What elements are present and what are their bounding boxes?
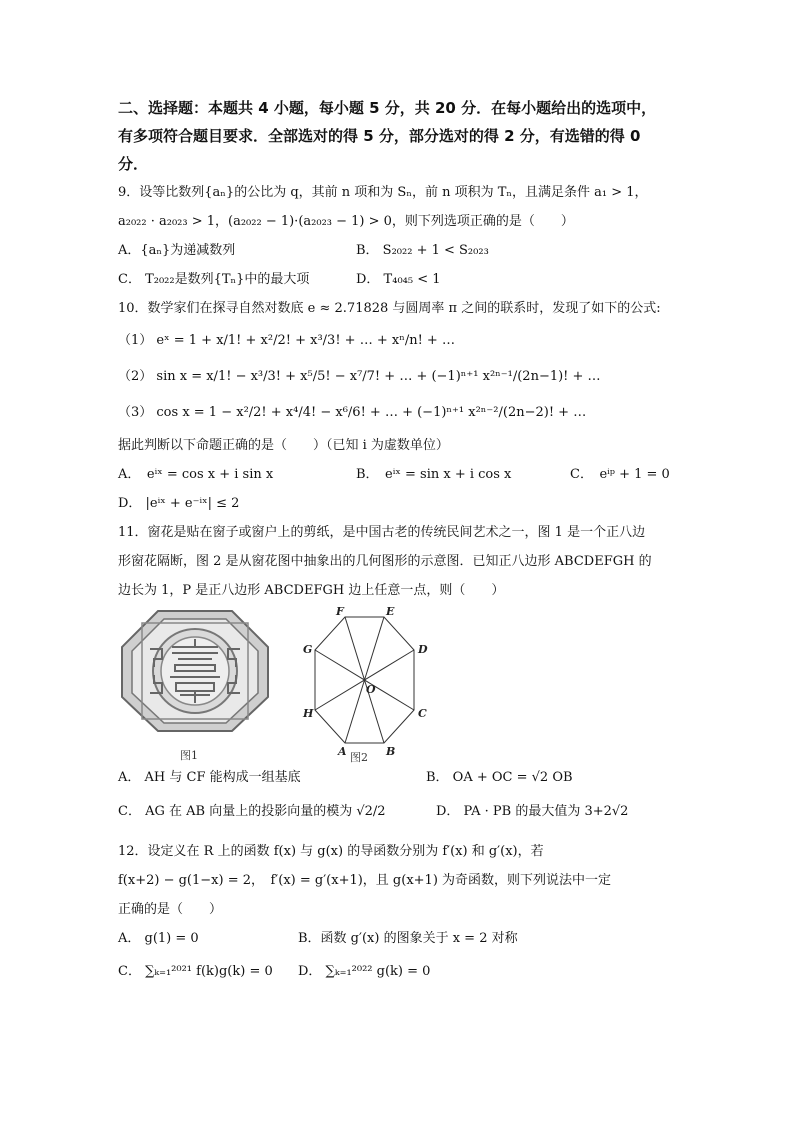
q10-stem: 10．数学家们在探寻自然对数底 e ≈ 2.71828 与圆周率 π 之间的联系时，发现了如下的公式: [118,301,661,316]
vertex-label-o: O [366,683,376,696]
vertex-label-e: E [386,605,395,618]
q11-option-b[interactable]: B． OA + OC = √2 OB [426,770,573,785]
fig2-caption: 图2 [350,751,368,764]
question-10 [118,294,688,518]
q9-option-c[interactable]: C． T₂₀₂₂是数列{Tₙ}中的最大项 [118,272,310,287]
vertex-label-a: A [338,745,347,755]
octagon-figure [286,605,456,755]
q12-stem-line-1: 12．设定义在 R 上的函数 f(x) 与 g(x) 的导函数分别为 f′(x) 和 g′(x)，若 [118,844,544,859]
fig1-caption: 图1 [180,749,198,762]
q12-option-a[interactable]: A． g(1) = 0 [118,931,199,946]
q10-options-row-2 [118,489,688,518]
q11-stem-line-2: 形窗花隔断，图 2 是从窗花图中抽象出的几何图形的示意图．已知正八边形 ABCDEFGH 的 [118,554,652,569]
q10-option-b[interactable]: B． eⁱˣ = sin x + i cos x [356,467,512,482]
q9-stem-line-2: a₂₀₂₂ · a₂₀₂₃ > 1，(a₂₀₂₂ − 1)·(a₂₀₂₃ − 1) > 0，则下列选项正确的是（ ） [118,214,574,229]
q10-options-row-1 [118,460,688,489]
vertex-label-c: C [418,707,427,720]
q9-options-row-1 [118,236,688,265]
section-title-line-2: 有多项符合题目要求．全部选对的得 5 分，部分选对的得 2 分，有选错的得 0 [118,127,641,145]
q11-stem-line-1: 11．窗花是贴在窗子或窗户上的剪纸，是中国古老的传统民间艺术之一，图 1 是一个正八边 [118,525,646,540]
q12-option-c[interactable]: C． ∑ₖ₌₁²⁰²¹ f(k)g(k) = 0 [118,964,273,979]
q12-stem-line-3: 正确的是（ ） [118,902,223,917]
vertex-label-b: B [386,745,396,755]
q10-prompt: 据此判断以下命题正确的是（ ）（已知 i 为虚数单位） [118,438,449,453]
vertex-label-g: G [303,643,313,656]
exam-page [118,94,688,989]
q12-option-d[interactable]: D． ∑ₖ₌₁²⁰²² g(k) = 0 [298,964,431,979]
section-title-line-3: 分． [118,155,149,173]
q11-stem-line-3: 边长为 1，P 是正八边形 ABCDEFGH 边上任意一点，则（ ） [118,583,505,598]
question-11 [118,518,688,837]
section-title-line-1: 二、选择题：本题共 4 小题，每小题 5 分，共 20 分．在每小题给出的选项中， [118,99,657,117]
q11-options-row-1 [118,763,688,797]
q9-options-row-2 [118,265,688,294]
q9-stem-line-1: 9．设等比数列{aₙ}的公比为 q，其前 n 项和为 Sₙ，前 n 项积为 Tₙ，且满足条件 a₁ > 1， [118,185,648,200]
q12-stem-line-2: f(x+2) − g(1−x) = 2， f′(x) = g′(x+1)，且 g(x+1) 为奇函数，则下列说法中一定 [118,873,612,888]
q10-formula-1: （1） eˣ = 1 + x/1! + x²/2! + x³/3! + … + xⁿ/n! + … [118,333,455,348]
q11-option-d[interactable]: D． PA · PB 的最大值为 3+2√2 [436,804,629,819]
q11-figures [118,605,688,763]
q10-option-c[interactable]: C． eⁱᵖ + 1 = 0 [570,467,670,482]
q12-options-row-1 [118,924,688,953]
question-9 [118,178,688,294]
question-12 [118,837,688,989]
section-title [118,94,688,178]
q10-option-a[interactable]: A． eⁱˣ = cos x + i sin x [118,467,274,482]
q11-option-a[interactable]: A． AH 与 CF 能构成一组基底 [118,770,301,785]
q9-option-d[interactable]: D． T₄₀₄₅ < 1 [356,272,441,287]
q10-formula-2: （2） sin x = x/1! − x³/3! + x⁵/5! − x⁷/7! + … + (−1)ⁿ⁺¹ x²ⁿ⁻¹/(2n−1)! + … [118,369,601,384]
q10-formula-3: （3） cos x = 1 − x²/2! + x⁴/4! − x⁶/6! + … + (−1)ⁿ⁺¹ x²ⁿ⁻²/(2n−2)! + … [118,405,587,420]
q9-option-a[interactable]: A．{aₙ}为递减数列 [118,243,236,258]
q12-option-b[interactable]: B．函数 g′(x) 的图象关于 x = 2 对称 [298,931,518,946]
q12-options-row-2 [118,953,688,989]
q9-option-b[interactable]: B． S₂₀₂₂ + 1 < S₂₀₂₃ [356,243,489,258]
vertex-label-h: H [303,707,314,720]
window-flower-figure [120,609,270,734]
q11-option-c[interactable]: C． AG 在 AB 向量上的投影向量的模为 √2/2 [118,804,386,819]
q10-option-d[interactable]: D． |eⁱˣ + e⁻ⁱˣ| ≤ 2 [118,496,240,511]
vertex-label-d: D [418,643,428,656]
q11-options-row-2 [118,797,688,837]
vertex-label-f: F [336,605,344,618]
